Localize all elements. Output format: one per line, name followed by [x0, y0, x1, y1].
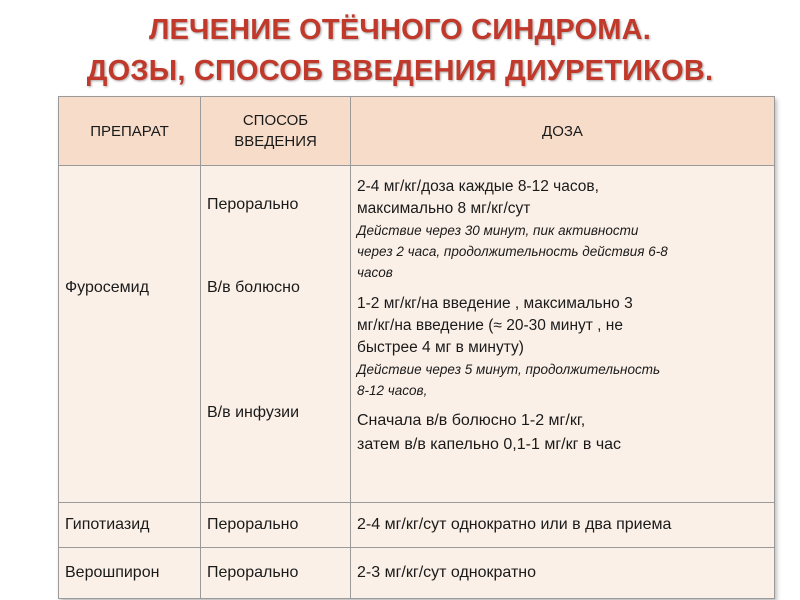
dose-bolus-line2: мг/кг/на введение (≈ 20-30 минут , не [357, 317, 623, 334]
route-cell [201, 166, 351, 503]
title-line-1: ЛЕЧЕНИЕ ОТЁЧНОГО СИНДРОМА. [148, 14, 652, 46]
table-header-row [59, 97, 775, 166]
dose-infusion-line1: Сначала в/в болюсно 1-2 мг/кг, [357, 412, 586, 429]
route-oral: Перорально [207, 564, 299, 581]
route-cell [201, 503, 351, 548]
dose-cell [351, 503, 775, 548]
table-row [59, 503, 775, 548]
dose-cell [351, 166, 775, 503]
route-iv-bolus: В/в болюсно [207, 279, 300, 296]
drug-name: Гипотиазид [65, 516, 150, 533]
dose-oral-line1: 2-4 мг/кг/доза каждые 8-12 часов, [357, 178, 599, 195]
dose-bolus-note-line2: 8-12 часов, [357, 383, 428, 398]
route-cell [201, 548, 351, 599]
dose-oral-note-line3: часов [357, 265, 393, 280]
route-oral: Перорально [207, 516, 299, 533]
header-route-line2: ВВЕДЕНИЯ [234, 133, 317, 150]
route-iv-infusion: В/в инфузии [207, 404, 300, 421]
dose-infusion-line2: затем в/в капельно 0,1-1 мг/кг в час [357, 436, 622, 453]
title-line-2: ДОЗЫ, СПОСОБ ВВЕДЕНИЯ ДИУРЕТИКОВ. [86, 55, 714, 87]
header-dose: ДОЗА [351, 97, 775, 166]
dose-oral-note-line2: через 2 часа, продолжительность действия 6-8 [357, 244, 668, 259]
dose-oral-line2: максимально 8 мг/кг/сут [357, 200, 531, 217]
drug-cell [59, 503, 201, 548]
drug-cell [59, 548, 201, 599]
dose-bolus-line1: 1-2 мг/кг/на введение , максимально 3 [357, 295, 633, 312]
table-row [59, 548, 775, 599]
dose-cell [351, 548, 775, 599]
dose-oral-note-line1: Действие через 30 минут, пик активности [357, 223, 639, 238]
page-title [0, 10, 800, 92]
header-route-line1: СПОСОБ [242, 112, 309, 129]
dose-bolus-line3: быстрее 4 мг в минуту) [357, 339, 524, 356]
dose-bolus-note-line1: Действие через 5 минут, продолжительность [357, 362, 661, 377]
header-drug: ПРЕПАРАТ [59, 97, 201, 166]
route-oral: Перорально [207, 196, 299, 213]
diuretics-table [58, 96, 775, 599]
drug-name: Фуросемид [65, 279, 149, 296]
drug-cell [59, 166, 201, 503]
table-row [59, 166, 775, 503]
drug-name: Верошпирон [65, 564, 160, 581]
dose-text: 2-4 мг/кг/сут однократно или в два приема [357, 516, 672, 533]
header-route [201, 97, 351, 166]
dose-text: 2-3 мг/кг/сут однократно [357, 564, 537, 581]
